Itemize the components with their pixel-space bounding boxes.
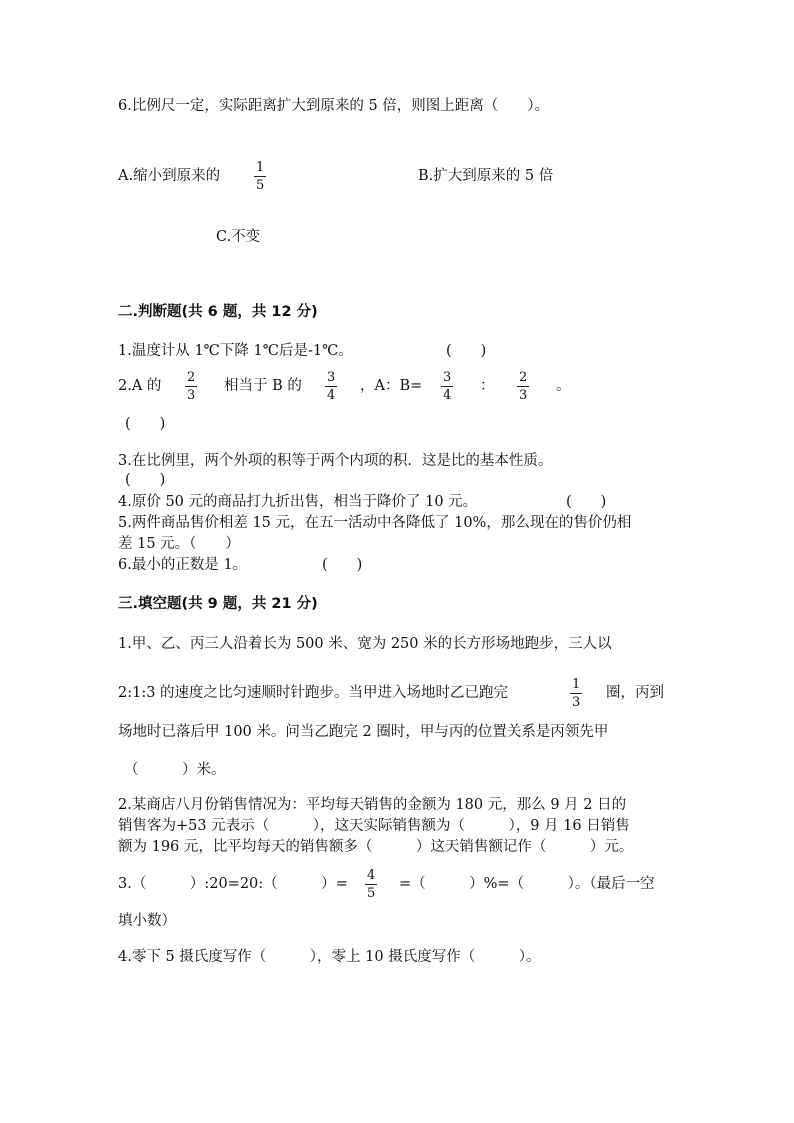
fill-q3-line2: 填小数） <box>118 913 176 929</box>
judge-q5-line2: 差 15 元。（ ） <box>118 536 240 552</box>
fraction-bar <box>365 884 377 885</box>
judge-q4-answer-paren: ( ) <box>566 494 607 510</box>
judge-q2-fraction-1 <box>185 370 197 403</box>
judge-q5-line1: 5.两件商品售价相差 15 元，在五一活动中各降低了 10%，那么现在的售价仍相 <box>118 515 632 531</box>
judge-q2-part2: 相当于 B 的 <box>224 378 302 394</box>
fraction-bar <box>254 176 266 177</box>
fill-q3-part2: =（ ）%=（ ）。（最后一空 <box>399 876 655 892</box>
judge-q4: 4.原价 50 元的商品打九折出售，相当于降价了 10 元。 <box>118 494 478 510</box>
fraction-denominator: 4 <box>327 388 336 403</box>
judge-q1: 1.温度计从 1℃下降 1℃后是-1℃。 <box>118 343 353 359</box>
judge-q2-part1: 2.A 的 <box>118 378 162 394</box>
fill-q1-line2b: 圈，丙到 <box>606 685 664 701</box>
fill-q2-line3: 额为 196 元，比平均每天的销售额多（ ）这天销售额记作（ ）元。 <box>118 839 634 855</box>
judge-q6: 6.最小的正数是 1。 <box>118 557 248 573</box>
fill-q3-fraction <box>365 868 377 901</box>
fraction-numerator: 4 <box>367 868 376 883</box>
fill-q3-part1: 3.（ ）:20=20:（ ）= <box>118 876 348 892</box>
q6-option-a-fraction <box>254 160 266 193</box>
section3-title: 三.填空题(共 9 题，共 21 分) <box>118 596 318 612</box>
fraction-numerator: 2 <box>519 370 528 385</box>
judge-q2-fraction-2 <box>325 370 337 403</box>
fraction-denominator: 3 <box>572 695 581 710</box>
fill-q1-line3: 场地时已落后甲 100 米。问当乙跑完 2 圈时，甲与丙的位置关系是丙领先甲 <box>118 724 609 740</box>
fill-q4: 4.零下 5 摄氏度写作（ ），零上 10 摄氏度写作（ ）。 <box>118 949 541 965</box>
judge-q2-colon: ： <box>480 378 495 394</box>
fill-q1-line4: （ ）米。 <box>124 762 226 778</box>
fraction-denominator: 4 <box>443 388 452 403</box>
q6-option-c: C.不变 <box>216 229 261 245</box>
fraction-denominator: 3 <box>519 388 528 403</box>
judge-q3-answer-paren: ( ) <box>125 472 166 488</box>
judge-q2-answer-paren: ( ) <box>125 416 166 432</box>
q6-stem: 6.比例尺一定，实际距离扩大到原来的 5 倍，则图上距离（ ）。 <box>118 98 550 114</box>
q6-option-b: B.扩大到原来的 5 倍 <box>418 168 554 184</box>
fill-q1-line1: 1.甲、乙、丙三人沿着长为 500 米、宽为 250 米的长方形场地跑步，三人以 <box>118 636 612 652</box>
fraction-numerator: 1 <box>572 677 581 692</box>
fraction-bar <box>185 386 197 387</box>
fraction-numerator: 3 <box>443 370 452 385</box>
fraction-numerator: 3 <box>327 370 336 385</box>
fraction-denominator: 3 <box>187 388 196 403</box>
fraction-denominator: 5 <box>367 886 376 901</box>
judge-q2-fraction-4 <box>517 370 529 403</box>
judge-q2-part3: ，A：B= <box>360 378 423 394</box>
judge-q6-answer-paren: ( ) <box>322 557 363 573</box>
judge-q2-fraction-3 <box>441 370 453 403</box>
fraction-bar <box>517 386 529 387</box>
fraction-numerator: 2 <box>187 370 196 385</box>
section2-title: 二.判断题(共 6 题，共 12 分) <box>118 304 318 320</box>
fill-q2-line1: 2.某商店八月份销售情况为：平均每天销售的金额为 180 元，那么 9 月 2 日的 <box>118 797 627 813</box>
judge-q2-end: 。 <box>556 378 571 394</box>
fraction-denominator: 5 <box>256 178 265 193</box>
fill-q1-fraction <box>570 677 582 710</box>
fraction-bar <box>325 386 337 387</box>
q6-option-a: A.缩小到原来的 <box>118 168 221 184</box>
fill-q2-line2: 销售客为+53 元表示（ ），这天实际销售额为（ ），9 月 16 日销售 <box>118 818 630 834</box>
fraction-numerator: 1 <box>256 160 265 175</box>
judge-q3: 3.在比例里，两个外项的积等于两个内项的积．这是比的基本性质。 <box>118 453 553 469</box>
fraction-bar <box>570 693 582 694</box>
fill-q1-line2a: 2:1:3 的速度之比匀速顺时针跑步。当甲进入场地时乙已跑完 <box>118 685 509 701</box>
fraction-bar <box>441 386 453 387</box>
judge-q1-answer-paren: ( ) <box>446 343 487 359</box>
